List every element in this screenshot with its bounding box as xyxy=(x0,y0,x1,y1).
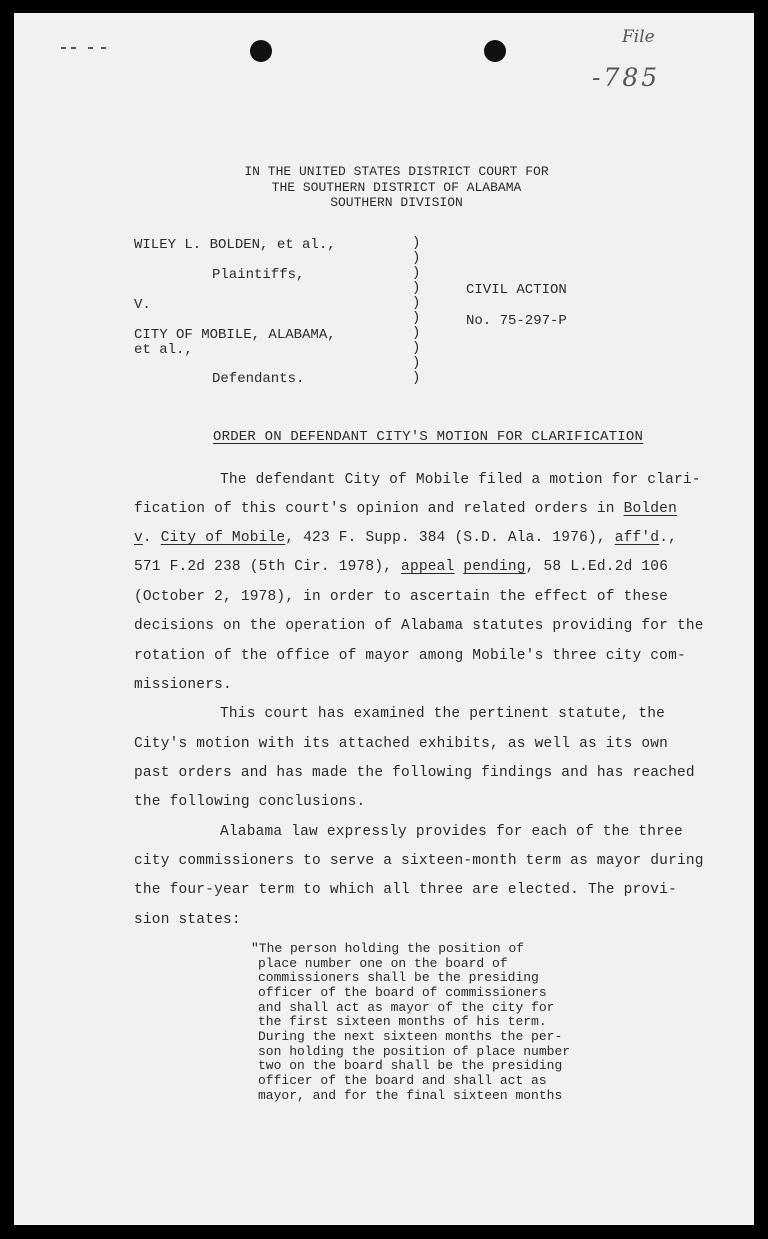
court-heading-line3: SOUTHERN DIVISION xyxy=(330,195,463,210)
para3-line: the four-year term to which all three are elected. The provi- xyxy=(134,882,677,898)
document-page xyxy=(14,13,754,1225)
caption-bracket: ) xyxy=(412,235,421,251)
caption-bracket: ) xyxy=(412,355,421,371)
defendant-name-line2: et al., xyxy=(134,342,193,358)
plaintiff-name: WILEY L. BOLDEN, et al., xyxy=(134,237,336,253)
handwritten-number: -785 xyxy=(592,63,661,92)
quote-line: "The person holding the position of xyxy=(251,941,525,956)
order-title: ORDER ON DEFENDANT CITY'S MOTION FOR CLARIFICATION xyxy=(213,429,644,445)
court-heading-line2: THE SOUTHERN DISTRICT OF ALABAMA xyxy=(271,180,522,195)
quote-line: son holding the position of place number xyxy=(258,1044,571,1059)
affd-citation: aff'd xyxy=(614,530,660,546)
caption-bracket: ) xyxy=(412,325,421,341)
para1-line: v. City of Mobile, 423 F. Supp. 384 (S.D. Ala. 1976), aff'd., xyxy=(134,530,678,546)
case-citation-city: City of Mobile xyxy=(160,530,286,546)
quote-line: and shall act as mayor of the city for xyxy=(258,1000,555,1015)
handwritten-file-note: File xyxy=(622,27,655,47)
caption-bracket: ) xyxy=(412,295,421,311)
para3-line: city commissioners to serve a sixteen-month term as mayor during xyxy=(134,853,704,869)
para3-line: Alabama law expressly provides for each of the three xyxy=(220,824,683,840)
para2-line: past orders and has made the following findings and has reached xyxy=(134,765,695,781)
stray-mark xyxy=(61,47,66,49)
para2-line: City's motion with its attached exhibits, as well as its own xyxy=(134,736,669,752)
case-citation-bolden: Bolden xyxy=(623,501,677,517)
case-number: No. 75-297-P xyxy=(466,313,567,329)
quote-line: two on the board shall be the presiding xyxy=(258,1058,563,1073)
court-heading-line1: IN THE UNITED STATES DISTRICT COURT FOR xyxy=(244,164,549,179)
stray-mark xyxy=(71,47,76,49)
stray-mark xyxy=(88,47,93,49)
caption-bracket: ) xyxy=(412,310,421,326)
versus-label: V. xyxy=(134,297,151,313)
para1-line: decisions on the operation of Alabama statutes providing for the xyxy=(134,618,704,634)
caption-bracket: ) xyxy=(412,340,421,356)
para2-line: the following conclusions. xyxy=(134,794,366,810)
para2-line: This court has examined the pertinent statute, the xyxy=(220,706,666,722)
para1-line: 571 F.2d 238 (5th Cir. 1978), appeal pending, 58 L.Ed.2d 106 xyxy=(134,559,669,575)
caption-bracket: ) xyxy=(412,265,421,281)
caption-bracket: ) xyxy=(412,250,421,266)
para1-line: missioners. xyxy=(134,677,232,693)
quote-line: commissioners shall be the presiding xyxy=(258,970,539,985)
punch-hole xyxy=(250,40,272,62)
quote-line: place number one on the board of xyxy=(258,956,508,971)
para1-line: The defendant City of Mobile filed a motion for clari- xyxy=(220,472,701,488)
quote-line: officer of the board and shall act as xyxy=(258,1073,547,1088)
plaintiff-role: Plaintiffs, xyxy=(212,267,305,283)
quote-line: During the next sixteen months the per- xyxy=(258,1029,563,1044)
punch-hole xyxy=(484,40,506,62)
quote-line: the first sixteen months of his term. xyxy=(258,1014,547,1029)
para1-line: rotation of the office of mayor among Mobile's three city com- xyxy=(134,648,686,664)
civil-action-label: CIVIL ACTION xyxy=(466,282,567,298)
stray-mark xyxy=(101,47,106,49)
defendant-name-line1: CITY OF MOBILE, ALABAMA, xyxy=(134,327,336,343)
defendant-role: Defendants. xyxy=(212,371,305,387)
quote-line: mayor, and for the final sixteen months xyxy=(258,1088,563,1103)
quote-line: officer of the board of commissioners xyxy=(258,985,547,1000)
caption-bracket: ) xyxy=(412,280,421,296)
para1-line: (October 2, 1978), in order to ascertain the effect of these xyxy=(134,589,669,605)
para1-line: fication of this court's opinion and related orders in Bolden xyxy=(134,501,677,517)
para3-line: sion states: xyxy=(134,912,241,928)
caption-bracket: ) xyxy=(412,370,421,386)
